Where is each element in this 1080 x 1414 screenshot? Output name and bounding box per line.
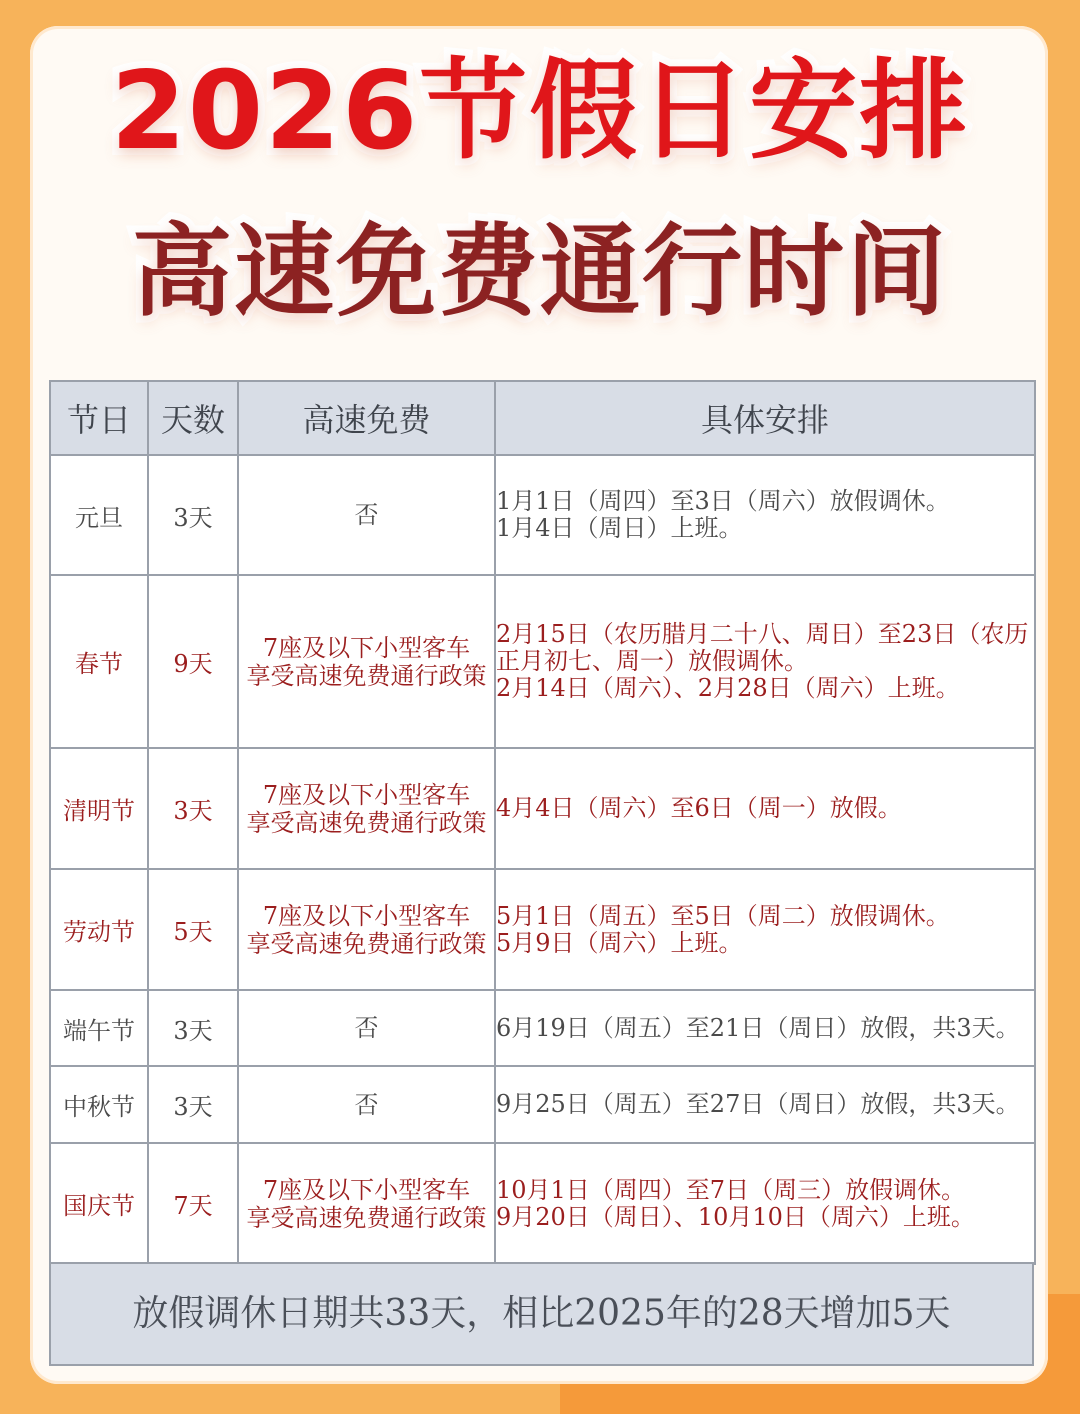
holiday-schedule-table [49, 380, 1036, 1265]
holiday-name: 国庆节 [50, 1143, 148, 1264]
summary-banner: 放假调休日期共33天，相比2025年的28天增加5天 [49, 1262, 1034, 1366]
schedule-detail: 5月1日（周五）至5日（周二）放假调休。 5月9日（周六）上班。 [495, 869, 1035, 990]
schedule-detail: 10月1日（周四）至7日（周三）放假调休。 9月20日（周日）、10月10日（周六）上班。 [495, 1143, 1035, 1264]
holiday-name: 春节 [50, 575, 148, 748]
table-row [50, 869, 1035, 990]
toll-free-text: 享受高速免费通行政策 [246, 929, 487, 958]
holiday-name: 元旦 [50, 455, 148, 575]
table-row [50, 575, 1035, 748]
holiday-days: 3天 [148, 1066, 238, 1143]
column-header-toll-free: 高速免费 [238, 381, 495, 455]
toll-free-text: 享受高速免费通行政策 [246, 661, 487, 690]
holiday-name: 劳动节 [50, 869, 148, 990]
holiday-days: 9天 [148, 575, 238, 748]
title-line-1: 2026节假日安排 [110, 49, 970, 174]
toll-free-status [238, 990, 495, 1066]
toll-free-status [238, 869, 495, 990]
holiday-days: 3天 [148, 990, 238, 1066]
schedule-detail: 4月4日（周六）至6日（周一）放假。 [495, 748, 1035, 869]
table-row [50, 748, 1035, 869]
table-row [50, 1143, 1035, 1264]
holiday-days: 5天 [148, 869, 238, 990]
toll-free-status [238, 1143, 495, 1264]
table-header-row [50, 381, 1035, 455]
toll-free-text: 7座及以下小型客车 [262, 780, 471, 809]
table-row [50, 990, 1035, 1066]
schedule-detail: 1月1日（周四）至3日（周六）放假调休。 1月4日（周日）上班。 [495, 455, 1035, 575]
toll-free-text: 7座及以下小型客车 [262, 901, 471, 930]
table-row [50, 1066, 1035, 1143]
holiday-days: 3天 [148, 455, 238, 575]
toll-free-text: 7座及以下小型客车 [262, 633, 471, 662]
column-header-holiday: 节日 [50, 381, 148, 455]
schedule-detail: 9月25日（周五）至27日（周日）放假，共3天。 [495, 1066, 1035, 1143]
table-row [50, 455, 1035, 575]
holiday-name: 中秋节 [50, 1066, 148, 1143]
column-header-details: 具体安排 [495, 381, 1035, 455]
toll-free-text: 享受高速免费通行政策 [246, 808, 487, 837]
schedule-detail: 6月19日（周五）至21日（周日）放假，共3天。 [495, 990, 1035, 1066]
holiday-days: 3天 [148, 748, 238, 869]
toll-free-text: 否 [354, 1014, 379, 1042]
title-line-2: 高速免费通行时间 [132, 213, 948, 330]
holiday-name: 端午节 [50, 990, 148, 1066]
toll-free-status [238, 575, 495, 748]
toll-free-text: 7座及以下小型客车 [262, 1175, 471, 1204]
toll-free-text: 否 [354, 1090, 379, 1119]
schedule-detail: 2月15日（农历腊月二十八、周日）至23日（农历 正月初七、周一）放假调休。 2月14日（周六）、2月28日（周六）上班。 [495, 575, 1035, 748]
toll-free-status [238, 748, 495, 869]
holiday-name: 清明节 [50, 748, 148, 869]
toll-free-status [238, 1066, 495, 1143]
column-header-days: 天数 [148, 381, 238, 455]
toll-free-status [238, 455, 495, 575]
toll-free-text: 享受高速免费通行政策 [246, 1203, 487, 1232]
toll-free-text: 否 [354, 501, 379, 529]
holiday-days: 7天 [148, 1143, 238, 1264]
